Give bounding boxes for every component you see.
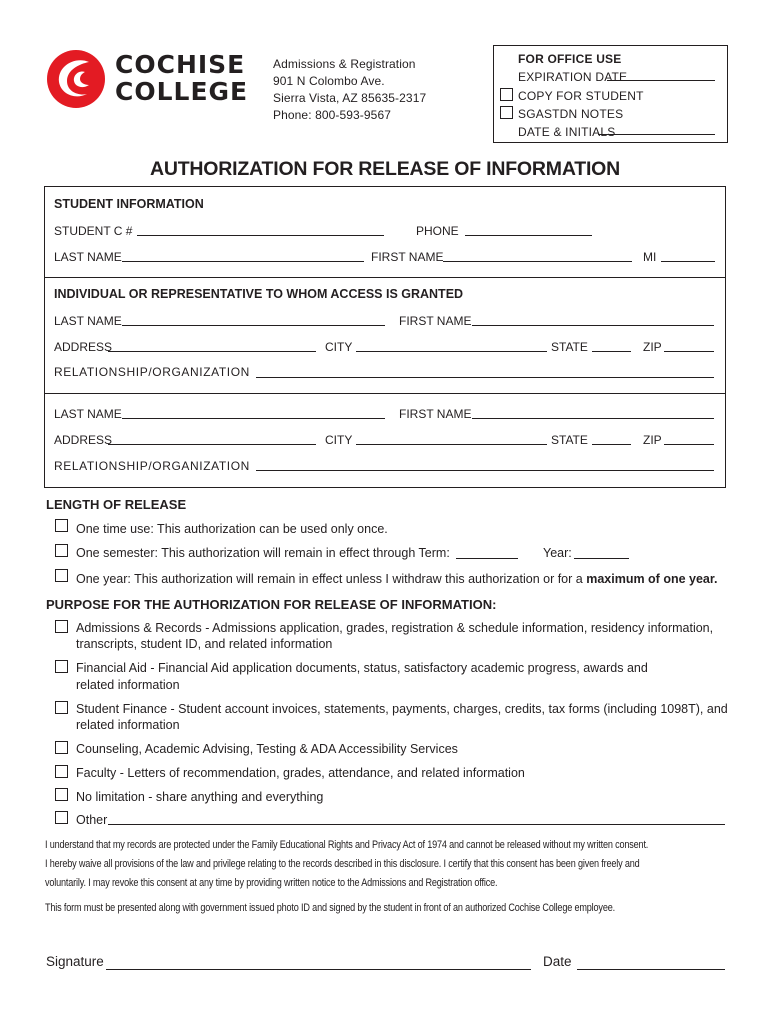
- rep1-last-name-label: LAST NAME: [54, 314, 122, 328]
- student-first-name-field[interactable]: [443, 261, 632, 262]
- one-semester-checkbox[interactable]: [55, 544, 68, 557]
- rep1-relationship-field[interactable]: [256, 377, 714, 378]
- admissions-label-line1: Admissions & Records - Admissions application, grades, registration & schedule information, residency information,: [76, 621, 714, 635]
- date-initials-field[interactable]: [598, 134, 715, 135]
- admissions-checkbox[interactable]: [55, 620, 68, 633]
- rep2-address-label: ADDRESS: [54, 433, 113, 447]
- faculty-checkbox[interactable]: [55, 765, 68, 778]
- rep2-state-field[interactable]: [592, 444, 631, 445]
- address-line3: Sierra Vista, AZ 85635-2317: [273, 91, 427, 105]
- counseling-label: Counseling, Academic Advising, Testing & ADA Accessibility Services: [76, 742, 458, 756]
- student-c-field[interactable]: [137, 235, 384, 236]
- rep2-zip-field[interactable]: [664, 444, 714, 445]
- one-year-text: One year: This authorization will remain in effect unless I withdraw this authorization or for a: [76, 572, 583, 586]
- one-time-label: One time use: This authorization can be used only once.: [76, 522, 388, 536]
- consent-line2: I hereby waive all provisions of the law and privilege relating to the records described in this disclosure. I certify that this consent has been given freely and: [45, 858, 640, 870]
- rep2-zip-label: ZIP: [643, 433, 662, 447]
- phone-label: PHONE: [416, 224, 459, 238]
- rep2-first-name-label: FIRST NAME: [399, 407, 472, 421]
- one-year-checkbox[interactable]: [55, 569, 68, 582]
- student-finance-checkbox[interactable]: [55, 701, 68, 714]
- rep2-relationship-label: RELATIONSHIP/ORGANIZATION: [54, 459, 250, 473]
- rep1-address-field[interactable]: [108, 351, 316, 352]
- rep2-address-field[interactable]: [108, 444, 316, 445]
- logo-swirl-icon: [45, 48, 107, 110]
- sgastdn-notes-checkbox[interactable]: [500, 106, 513, 119]
- representative-divider: [44, 393, 726, 394]
- expiration-date-field[interactable]: [607, 80, 715, 81]
- other-checkbox[interactable]: [55, 811, 68, 824]
- faculty-label: Faculty - Letters of recommendation, grades, attendance, and related information: [76, 766, 525, 780]
- one-year-label: [76, 571, 718, 587]
- rep1-first-name-field[interactable]: [472, 325, 714, 326]
- address-line2: 901 N Colombo Ave.: [273, 74, 385, 88]
- other-field[interactable]: [108, 824, 725, 825]
- rep1-state-label: STATE: [551, 340, 588, 354]
- consent-line3: voluntarily. I may revoke this consent at any time by providing written notice to the Admissions and Registration office.: [45, 877, 498, 889]
- term-field[interactable]: [456, 558, 518, 559]
- sgastdn-notes-label: SGASTDN NOTES: [518, 107, 624, 121]
- rep2-state-label: STATE: [551, 433, 588, 447]
- address-block: [273, 56, 426, 124]
- rep1-address-label: ADDRESS: [54, 340, 113, 354]
- rep1-relationship-label: RELATIONSHIP/ORGANIZATION: [54, 365, 250, 379]
- date-initials-label: DATE & INITIALS: [518, 125, 616, 139]
- student-info-heading: STUDENT INFORMATION: [54, 197, 204, 211]
- rep1-zip-label: ZIP: [643, 340, 662, 354]
- financial-aid-checkbox[interactable]: [55, 660, 68, 673]
- year-field[interactable]: [574, 558, 629, 559]
- rep1-city-label: CITY: [325, 340, 353, 354]
- date-label: Date: [543, 954, 572, 969]
- rep1-city-field[interactable]: [356, 351, 547, 352]
- college-logo: [45, 48, 255, 110]
- representative-heading: INDIVIDUAL OR REPRESENTATIVE TO WHOM ACCESS IS GRANTED: [54, 287, 464, 301]
- phone-field[interactable]: [465, 235, 592, 236]
- copy-for-student-checkbox[interactable]: [500, 88, 513, 101]
- consent-line1: I understand that my records are protected under the Family Educational Rights and Privacy Act of 1974 and cannot be released without my written consent.: [45, 839, 649, 851]
- no-limitation-label: No limitation - share anything and everything: [76, 790, 324, 804]
- rep1-first-name-label: FIRST NAME: [399, 314, 472, 328]
- purpose-heading: PURPOSE FOR THE AUTHORIZATION FOR RELEASE OF INFORMATION:: [46, 597, 497, 612]
- one-time-checkbox[interactable]: [55, 519, 68, 532]
- signature-label: Signature: [46, 954, 104, 969]
- rep2-relationship-field[interactable]: [256, 470, 714, 471]
- expiration-date-label: EXPIRATION DATE: [518, 70, 628, 84]
- logo-line1: COCHISE: [115, 50, 246, 79]
- one-year-bold-text: maximum of one year.: [586, 572, 718, 586]
- date-field[interactable]: [577, 969, 725, 970]
- student-finance-label-line1: Student Finance - Student account invoices, statements, payments, charges, credits, tax forms (including 1098T), and: [76, 702, 728, 716]
- rep2-last-name-label: LAST NAME: [54, 407, 122, 421]
- financial-aid-label-line1: Financial Aid - Financial Aid application documents, status, satisfactory academic progress, awards and: [76, 661, 648, 675]
- rep2-city-label: CITY: [325, 433, 353, 447]
- financial-aid-label-line2: related information: [76, 678, 180, 692]
- representative-section: [44, 277, 726, 488]
- rep2-first-name-field[interactable]: [472, 418, 714, 419]
- counseling-checkbox[interactable]: [55, 741, 68, 754]
- one-semester-label: One semester: This authorization will remain in effect through Term:: [76, 546, 450, 560]
- page-title: AUTHORIZATION FOR RELEASE OF INFORMATION: [149, 158, 621, 180]
- signature-field[interactable]: [106, 969, 531, 970]
- student-last-name-label: LAST NAME: [54, 250, 122, 264]
- student-mi-label: MI: [643, 250, 657, 264]
- year-label: Year:: [543, 546, 572, 560]
- copy-for-student-label: COPY FOR STUDENT: [518, 89, 644, 103]
- rep1-state-field[interactable]: [592, 351, 631, 352]
- other-label: Other: [76, 813, 108, 827]
- id-requirement-note: This form must be presented along with government issued photo ID and signed by the student in front of an authorized Cochise College employee.: [45, 902, 615, 914]
- student-mi-field[interactable]: [661, 261, 715, 262]
- rep1-last-name-field[interactable]: [122, 325, 385, 326]
- rep1-zip-field[interactable]: [664, 351, 714, 352]
- logo-line2: COLLEGE: [115, 77, 249, 106]
- student-finance-label-line2: related information: [76, 718, 180, 732]
- rep2-last-name-field[interactable]: [122, 418, 385, 419]
- address-line1: Admissions & Registration: [273, 57, 416, 71]
- office-use-title: FOR OFFICE USE: [518, 52, 622, 66]
- address-line4: Phone: 800-593-9567: [273, 108, 391, 122]
- length-heading: LENGTH OF RELEASE: [46, 497, 187, 512]
- rep2-city-field[interactable]: [356, 444, 547, 445]
- student-first-name-label: FIRST NAME: [371, 250, 444, 264]
- student-last-name-field[interactable]: [122, 261, 364, 262]
- student-c-label: STUDENT C #: [54, 224, 133, 238]
- admissions-label-line2: transcripts, student ID, and related information: [76, 637, 333, 651]
- no-limitation-checkbox[interactable]: [55, 788, 68, 801]
